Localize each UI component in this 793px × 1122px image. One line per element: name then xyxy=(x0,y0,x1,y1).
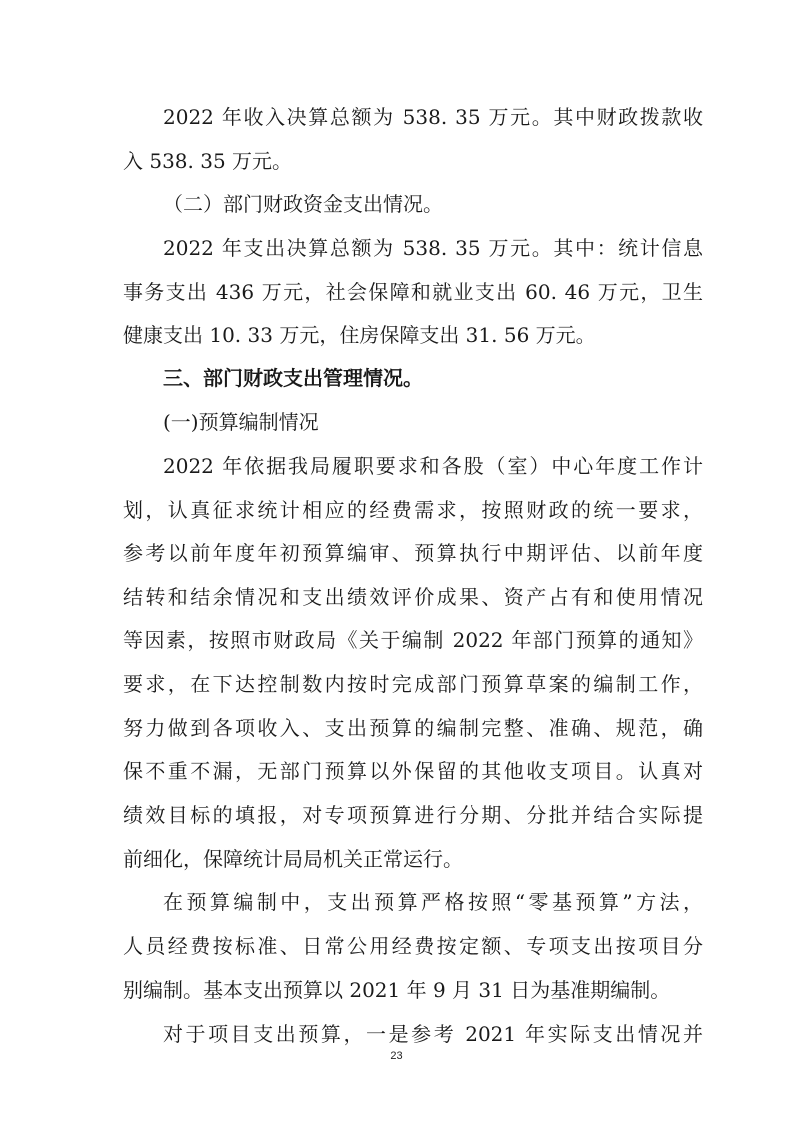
page-number: 23 xyxy=(390,1050,403,1062)
paragraph-line: 结转和结余情况和支出绩效评价成果、资产占有和使用情况 xyxy=(123,585,703,609)
section-heading: 三、部门财政支出管理情况。 xyxy=(163,366,423,390)
paragraph-line: 对于项目支出预算，一是参考 2021 年实际支出情况并 xyxy=(163,1022,703,1046)
paragraph-line: 参考以前年度年初预算编审、预算执行中期评估、以前年度 xyxy=(123,541,703,565)
paragraph-line: 事务支出 436 万元，社会保障和就业支出 60. 46 万元，卫生 xyxy=(123,280,703,304)
paragraph-line: 2022 年依据我局履职要求和各股（室）中心年度工作计 xyxy=(163,454,703,478)
paragraph-line: 前细化，保障统计局局机关正常运行。 xyxy=(123,847,463,871)
paragraph-line: 划，认真征求统计相应的经费需求，按照财政的统一要求， xyxy=(123,498,703,522)
paragraph-line: 等因素，按照市财政局《关于编制 2022 年部门预算的通知》 xyxy=(123,628,703,652)
paragraph-line: 努力做到各项收入、支出预算的编制完整、准确、规范，确 xyxy=(123,716,703,740)
paragraph-line: 保不重不漏，无部门预算以外保留的其他收支项目。认真对 xyxy=(123,759,703,783)
paragraph-line: 别编制。基本支出预算以 2021 年 9 月 31 日为基准期编制。 xyxy=(123,978,671,1002)
paragraph-line: 在预算编制中，支出预算严格按照“零基预算”方法， xyxy=(163,890,703,914)
paragraph-line: 要求，在下达控制数内按时完成部门预算草案的编制工作， xyxy=(123,672,703,696)
paragraph-line: 人员经费按标准、日常公用经费按定额、专项支出按项目分 xyxy=(123,934,703,958)
paragraph-line: 2022 年收入决算总额为 538. 35 万元。其中财政拨款收 xyxy=(163,105,703,129)
paragraph-line: 2022 年支出决算总额为 538. 35 万元。其中：统计信息 xyxy=(163,236,703,260)
section-subheading: （二）部门财政资金支出情况。 xyxy=(163,192,443,216)
section-subheading: (一)预算编制情况 xyxy=(163,410,319,434)
paragraph-line: 健康支出 10. 33 万元，住房保障支出 31. 56 万元。 xyxy=(123,323,596,347)
paragraph-line: 绩效目标的填报，对专项预算进行分期、分批并结合实际提 xyxy=(123,803,703,827)
paragraph-line: 入 538. 35 万元。 xyxy=(123,149,293,173)
